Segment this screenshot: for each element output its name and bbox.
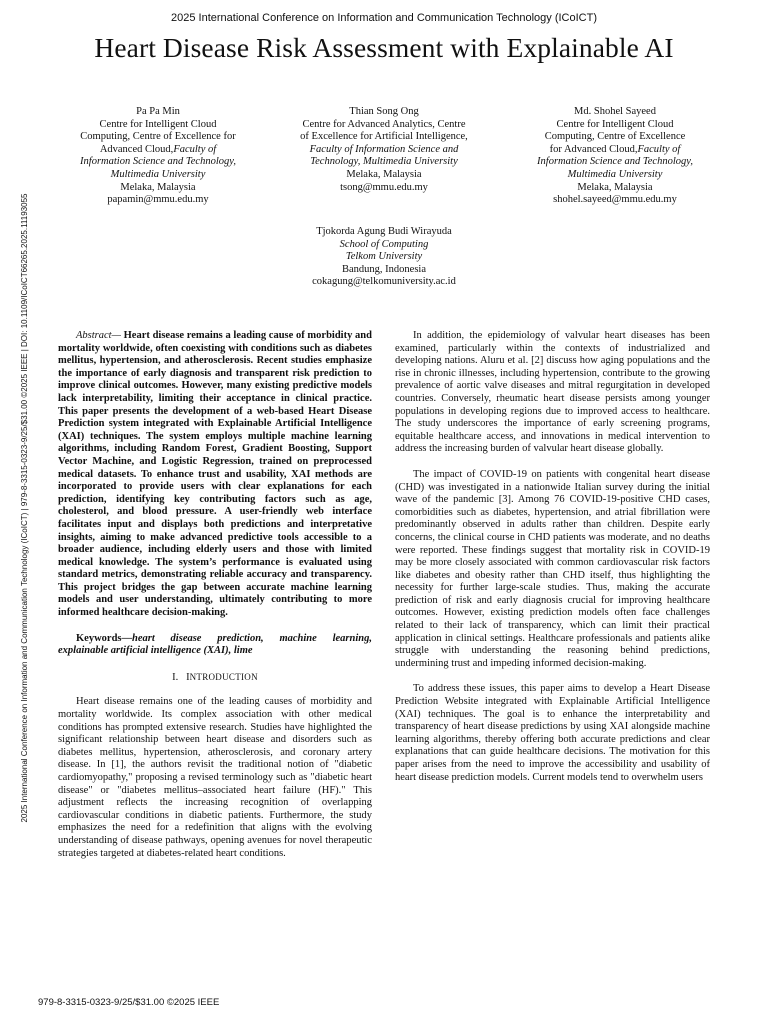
body-paragraph: To address these issues, this paper aims to develop a Heart Disease Prediction Website integrated with Explainable Artificial Intelligence (XAI) techniques. The goal is to enhance the interpretability and transparency of heart disease predictions by using XAI alongside machine learning algorithms, thereby offering both accurate predictions and clear explanations that can guide healthcare decisions. The motivation for this paper arises from the need to improve the accessibility and usability of heart disease prediction models. Current models tend to overwhelm users bbox=[395, 683, 710, 783]
affiliation-line bbox=[48, 144, 268, 157]
author-block-4 bbox=[270, 226, 498, 289]
affiliation-text-italic: Faculty of bbox=[637, 143, 681, 155]
affiliation-line: Multimedia University bbox=[110, 168, 206, 180]
affiliation-text: for Advanced Cloud, bbox=[549, 143, 638, 155]
author-name: Thian Song Ong bbox=[349, 106, 419, 117]
section-number: I. bbox=[172, 671, 179, 683]
affiliation-line: School of Computing bbox=[339, 238, 429, 250]
keywords bbox=[58, 633, 372, 658]
affiliation-line: Faculty of Information Science and bbox=[309, 143, 459, 155]
right-column bbox=[395, 330, 710, 784]
body-paragraph: In addition, the epidemiology of valvular heart diseases has been examined, particularly within the contexts of industrialized and developing nations. Aluru et al. [2] discuss how aging populations and the rise in chronic illnesses, including hypertension, contribute to the growing prevalence of aortic valve diseases and mitral regurgitation in developed countries. Conversely, rheumatic heart disease persists among younger populations in developing regions due to improved access to healthcare. The study underscores the importance of early screening programs, equitable healthcare access, and innovations in medical intervention to address the increasing burden of valvular heart disease globally. bbox=[395, 330, 710, 455]
affiliation-line: Centre for Intelligent Cloud bbox=[556, 118, 674, 130]
abstract bbox=[58, 330, 372, 620]
conference-header: 2025 International Conference on Information and Communication Technology (ICoICT) bbox=[171, 12, 597, 24]
affiliation-line: Technology, Multimedia University bbox=[310, 156, 458, 168]
abstract-text: Heart disease remains a leading cause of morbidity and mortality worldwide, often coexisting with conditions such as diabetes mellitus, hypertension, and atherosclerosis. Recent studies emphasize the importance of early diagnosis and transparent risk prediction to improve clinical outcomes. However, many existing predictive models lack interpretability, limiting their acceptance in clinical practice. This paper presents the development of a web-based Heart Disease Prediction system integrated with Explainable Artificial Intelligence (XAI) techniques. The system employs multiple machine learning algorithms, including Random Forest, Gradient Boosting, Support Vector Machine, and Logistic Regression, trained on preprocessed medical datasets. To enhance trust and usability, XAI methods are incorporated to provide users with clear explanations for each prediction, identifying key contributing factors such as age, cholesterol, and blood pressure. A user-friendly web interface facilitates input and displays both predictions and interpretative insights, aiming to make advanced predictive tools accessible to a broader audience, including elderly users and those with limited medical knowledge. The system’s performance is evaluated using standard metrics, demonstrating reliable accuracy and transparency. This project bridges the gap between accurate machine learning models and user understanding, ultimately contributing to more informed healthcare decision-making. bbox=[58, 330, 372, 619]
author-block-3 bbox=[502, 106, 728, 207]
affiliation-line: Multimedia University bbox=[567, 168, 663, 180]
section-title-rest: NTRODUCTION bbox=[189, 671, 258, 682]
affiliation-text: Advanced Cloud, bbox=[99, 143, 174, 155]
author-name: Tjokorda Agung Budi Wirayuda bbox=[316, 226, 452, 237]
affiliation-line: Centre for Intelligent Cloud bbox=[99, 118, 217, 130]
author-email: tsong@mmu.edu.my bbox=[340, 181, 428, 193]
author-location: Melaka, Malaysia bbox=[346, 168, 422, 180]
section-heading-introduction bbox=[58, 671, 372, 685]
author-name: Pa Pa Min bbox=[136, 106, 180, 117]
affiliation-text-italic: Faculty of bbox=[173, 143, 217, 155]
page-footer: 979-8-3315-0323-9/25/$31.00 ©2025 IEEE bbox=[38, 997, 220, 1008]
author-location: Melaka, Malaysia bbox=[120, 181, 196, 193]
author-location: Melaka, Malaysia bbox=[577, 181, 653, 193]
affiliation-line: of Excellence for Artificial Intelligence, bbox=[300, 131, 468, 143]
author-name: Md. Shohel Sayeed bbox=[574, 106, 656, 117]
affiliation-line bbox=[502, 144, 728, 157]
affiliation-line: Computing, Centre of Excellence bbox=[544, 131, 686, 143]
section-title-initial: I bbox=[186, 671, 190, 683]
author-location: Bandung, Indonesia bbox=[342, 263, 426, 275]
affiliation-line: Information Science and Technology, bbox=[80, 156, 236, 168]
affiliation-line: Information Science and Technology, bbox=[537, 156, 693, 168]
body-paragraph: The impact of COVID-19 on patients with congenital heart disease (CHD) was investigated in a nationwide Italian survey during the initial wave of the pandemic [3]. Among 76 COVID-19-positive CHD cases, comorbidities such as diabetes, hypertension, and atrial fibrillation were predominantly observed in adults rather than children. Despite early concerns, the clinical course in CHD patients was moderate, and no deaths were reported. These findings suggest that mortality risk in COVID-19 may be more closely associated with common cardiovascular risk factors like diabetes and obesity rather than CHD itself, thus highlighting the necessity for further large-scale studies. Thus, making the accurate prediction of risk and early diagnosis crucial for improving healthcare outcomes. However, existing prediction models often face challenges related to their lack of transparency, which can limit their practical application in clinical settings. Healthcare professionals and patients alike struggle with understanding the reasoning behind predictions, undermining trust and impeding informed decision-making. bbox=[395, 468, 710, 669]
keywords-text: heart disease prediction, machine learning, explainable artificial intelligence (XAI), lime bbox=[58, 632, 372, 657]
body-paragraph: Heart disease remains one of the leading causes of morbidity and mortality worldwide. Its complex association with other medical conditions has prompted extensive research. Studies have highlighted the significant relationship between heart disease and disorders such as diabetes mellitus, hypertension, atherosclerosis, and coronary artery disease. In [1], the authors revisit the traditional notion of "diabetic cardiomyopathy," proposing a revised terminology such as "diabetic heart disease" or "diabetes mellitus–associated heart failure (HF)." This adjustment reflects the increasing recognition of overlapping cardiovascular conditions in diabetic patients. Furthermore, the study emphasizes the need for a redefinition that aligns with the evolving understanding of disease pathways, opening avenues for novel therapeutic strategies targeted at diabetes-related heart conditions. bbox=[58, 696, 372, 859]
author-email: shohel.sayeed@mmu.edu.my bbox=[553, 194, 677, 206]
left-column bbox=[58, 330, 372, 860]
author-email: papamin@mmu.edu.my bbox=[107, 194, 209, 206]
affiliation-line: Computing, Centre of Excellence for bbox=[80, 131, 236, 143]
author-block-2 bbox=[272, 106, 496, 194]
keywords-label: Keywords— bbox=[76, 632, 132, 644]
author-email: cokagung@telkomuniversity.ac.id bbox=[312, 276, 456, 288]
affiliation-line: Centre for Advanced Analytics, Centre bbox=[302, 118, 466, 130]
abstract-label: Abstract— bbox=[76, 330, 121, 341]
affiliation-line: Telkom University bbox=[345, 251, 423, 263]
doi-sidebar: 2025 International Conference on Information and Communication Technology (ICoICT) | 979-8-3315-0323-9/25/$31.00 ©2025 IEEE | DOI: 10.1109/ICoICT66265.2025.11193055 bbox=[20, 193, 29, 823]
author-block-1 bbox=[48, 106, 268, 207]
paper-title: Heart Disease Risk Assessment with Explainable AI bbox=[94, 32, 674, 63]
